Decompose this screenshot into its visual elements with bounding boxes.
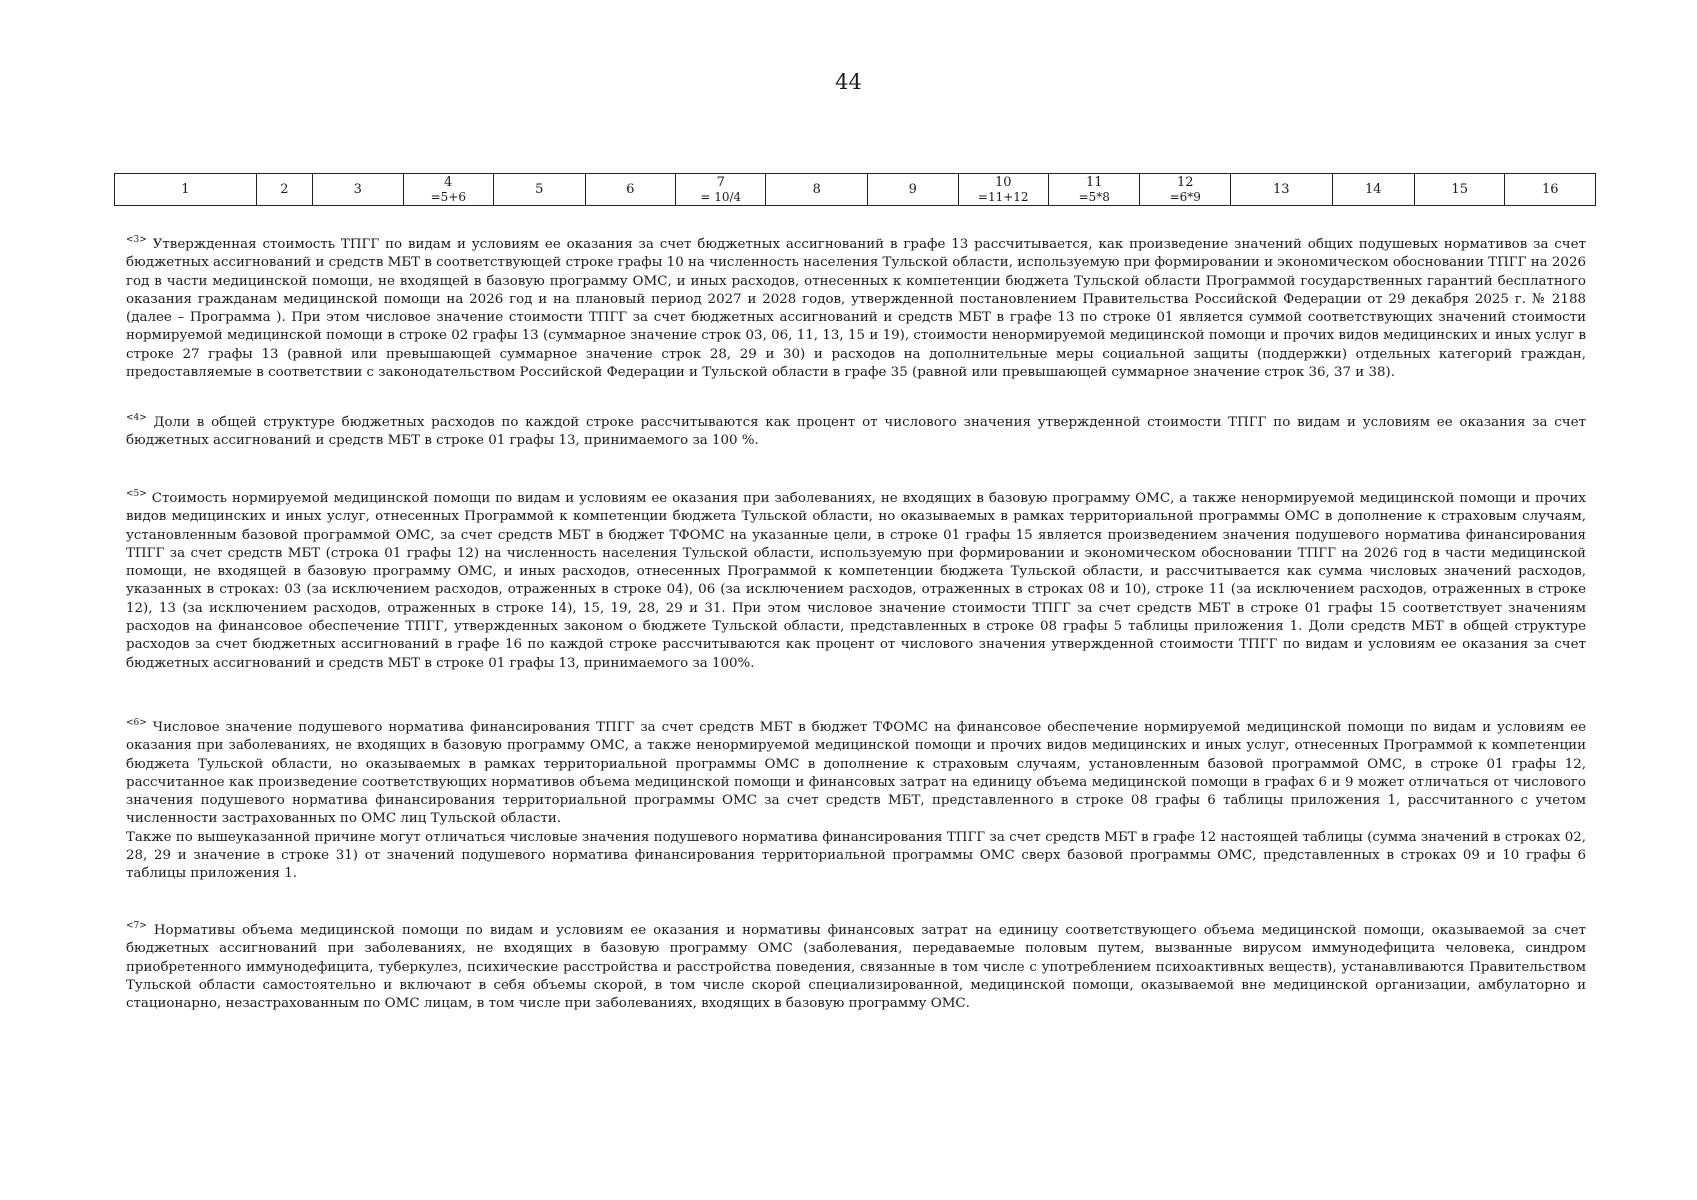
column-number: 11 bbox=[1085, 174, 1103, 190]
column-number: 14 bbox=[1364, 182, 1382, 197]
column-cell bbox=[868, 174, 958, 206]
column-cell bbox=[313, 174, 403, 206]
footnote-text: Доли в общей структуре бюджетных расходов по каждой строке рассчитываются как процент от числового значения утвержденной стоимости ТПГГ по видам и условиям ее оказания за счет бюджетных ассигнований и средств МБТ в строке 01 графы 13, принимаемого за 100 %. bbox=[126, 415, 1586, 449]
column-number: 7 bbox=[716, 174, 725, 190]
column-formula: =5*8 bbox=[1078, 189, 1110, 204]
footnote-paragraph bbox=[126, 719, 1586, 829]
footnotes bbox=[126, 236, 1586, 1013]
column-cell bbox=[585, 174, 675, 206]
column-formula: =6*9 bbox=[1169, 189, 1201, 204]
footnote-text: Стоимость нормируемой медицинской помощи по видам и условиям ее оказания при заболеваниях, не входящих в базовую программу ОМС, а также ненормируемой медицинской помощи и прочих видов медицинских и иных услуг, отнесенных Программой к компетенции бюджета Тульской области, но оказываемых в рамках территориальной программы ОМС в дополнение к страховым случаям, установленным базовой программой ОМС, за счет средств МБТ в бюджет ТФОМС на указанные цели, в строке 01 графы 15 является произведением значения подушевого норматива финансирования ТПГГ за счет средств МБТ (строка 01 графы 12) на численность населения Тульской области, используемую при формировании и экономическом обосновании ТПГГ на 2026 год в части медицинской помощи, не входящей в базовую программу ОМС, и иных расходов, отнесенных Программой к компетенции бюджета Тульской области, и рассчитывается как сумма числовых значений расходов, указанных в строках: 03 (за исключением расходов, отраженных в строке 04), 06 (за исключением расходов, отраженных в строках 08 и 10), строке 11 (за исключением расходов, отраженных в строке 12), 13 (за исключением расходов, отраженных в строке 14), 15, 19, 28, 29 и 31. При этом числовое значение стоимости ТПГГ за счет средств МБТ в строке 01 графы 15 соответствует значениям расходов на финансовое обеспечение ТПГГ, утвержденных законом о бюджете Тульской области, представленных в строке 08 графы 5 таблицы приложения 1. Доли средств МБТ в общей структуре расходов за счет бюджетных ассигнований в графе 16 по каждой строке рассчитываются как процент от числового значения утвержденной стоимости ТПГГ по видам и условиям ее оказания за счет бюджетных ассигнований и средств МБТ в строке 01 графы 13, принимаемого за 100%. bbox=[126, 491, 1586, 671]
column-number-table bbox=[114, 173, 1596, 206]
footnote-marker: <6> bbox=[126, 718, 147, 728]
column-number: 15 bbox=[1451, 182, 1468, 197]
column-cell bbox=[958, 174, 1048, 206]
column-number: 8 bbox=[812, 182, 821, 197]
footnote-7 bbox=[126, 922, 1586, 1013]
column-number-row bbox=[115, 174, 1596, 206]
footnote-text: Также по вышеуказанной причине могут отличаться числовые значения подушевого норматива финансирования ТПГГ за счет средств МБТ в графе 12 настоящей таблицы (сумма значений в строках 02, 28, 29 и значение в строке 31) от значений подушевого норматива финансирования территориальной программы ОМС сверх базовой программы ОМС, представленных в строках 09 и 10 графы 6 таблицы приложения 1. bbox=[126, 829, 1586, 882]
column-cell bbox=[256, 174, 312, 206]
footnote-paragraph bbox=[126, 414, 1586, 451]
footnote-paragraph bbox=[126, 829, 1586, 884]
footnote-marker: <5> bbox=[126, 489, 147, 499]
footnote-paragraph bbox=[126, 236, 1586, 382]
footnote-text: Утвержденная стоимость ТПГГ по видам и условиям ее оказания за счет бюджетных ассигнований в графе 13 рассчитывается, как произведение значений общих подушевых нормативов за счет бюджетных ассигнований и средств МБТ в соответствующей строке графы 10 на численность населения Тульской области, используемую при формировании и экономическом обосновании ТПГГ на 2026 год в части медицинской помощи, не входящей в базовую программу ОМС, и иных расходов, отнесенных к компетенции бюджета Тульской области Программой государственных гарантий бесплатного оказания гражданам медицинской помощи на 2026 год и на плановый период 2027 и 2028 годов, утвержденной постановлением Правительства Российской Федерации от 29 декабря 2025 г. № 2188 (далее – Программа ). При этом числовое значение стоимости ТПГГ за счет бюджетных ассигнований и средств МБТ в графе 13 по строке 01 является суммой соответствующих значений стоимости нормируемой медицинской помощи в строке 02 графы 13 (суммарное значение строк 03, 06, 11, 13, 15 и 19), стоимости ненормируемой медицинской помощи и прочих видов медицинских и иных услуг в строке 27 графы 13 (равной или превышающей суммарное значение строк 28, 29 и 30) и расходов на дополнительные меры социальной защиты (поддержки) отдельных категорий граждан, предоставляемые в соответствии с законодательством Российской Федерации и Тульской области в графе 35 (равной или превышающей суммарное значение строк 36, 37 и 38). bbox=[126, 237, 1586, 381]
footnote-paragraph bbox=[126, 490, 1586, 673]
column-cell bbox=[1414, 174, 1504, 206]
footnote-text: Нормативы объема медицинской помощи по видам и условиям ее оказания и нормативы финансовых затрат на единицу соответствующего объема медицинской помощи, оказываемой за счет бюджетных ассигнований при заболеваниях, не входящих в базовую программу ОМС (заболевания, передаваемые половым путем, вызванные вирусом иммунодефицита человека, синдром приобретенного иммунодефицита, туберкулез, психические расстройства и расстройства поведения, связанные в том числе с употреблением психоактивных веществ), устанавливаются Правительством Тульской области самостоятельно и включают в себя объемы скорой, в том числе скорой специализированной, медицинской помощи, оказываемой вне медицинской организации, амбулаторно и стационарно, незастрахованным по ОМС лицам, в том числе при заболеваниях, входящих в базовую программу ОМС. bbox=[126, 923, 1586, 1012]
column-number: 6 bbox=[626, 182, 635, 197]
column-cell bbox=[1505, 174, 1596, 206]
column-number: 1 bbox=[181, 182, 190, 197]
column-number: 10 bbox=[994, 174, 1012, 190]
footnote-marker: <7> bbox=[126, 921, 147, 931]
footnote-6 bbox=[126, 719, 1586, 922]
column-cell bbox=[403, 174, 493, 206]
column-number: 5 bbox=[535, 182, 544, 197]
page-number: 44 bbox=[835, 70, 862, 94]
column-number: 2 bbox=[280, 182, 289, 197]
footnote-3 bbox=[126, 236, 1586, 414]
column-cell bbox=[115, 174, 257, 206]
column-number: 3 bbox=[353, 182, 362, 197]
footnote-5 bbox=[126, 490, 1586, 719]
column-cell bbox=[1230, 174, 1332, 206]
column-formula: =11+12 bbox=[977, 189, 1029, 204]
column-cell bbox=[1332, 174, 1414, 206]
column-number: 13 bbox=[1272, 182, 1290, 197]
column-formula: = 10/4 bbox=[700, 189, 742, 204]
column-number: 4 bbox=[444, 174, 453, 190]
column-number: 16 bbox=[1541, 182, 1559, 197]
footnote-text: Числовое значение подушевого норматива финансирования ТПГГ за счет средств МБТ в бюджет ТФОМС на финансовое обеспечение нормируемой медицинской помощи по видам и условиям ее оказания при заболеваниях, не входящих в базовую программу ОМС, а также ненормируемой медицинской помощи и прочих видов медицинских и иных услуг, отнесенных Программой к компетенции бюджета Тульской области, но оказываемых в рамках территориальной программы ОМС в дополнение к страховым случаям, установленным базовой программой ОМС, в строке 01 графы 12, рассчитанное как произведение соответствующих нормативов объема медицинской помощи и финансовых затрат на единицу объема медицинской помощи в графах 6 и 9 может отличаться от числового значения подушевого норматива финансирования территориальной программы ОМС за счет средств МБТ, представленного в строке 08 графы 6 таблицы приложения 1, рассчитанного с учетом численности застрахованных по ОМС лиц Тульской области. bbox=[126, 720, 1586, 827]
column-number: 9 bbox=[908, 182, 917, 197]
column-cell bbox=[676, 174, 766, 206]
footnote-paragraph bbox=[126, 922, 1586, 1013]
footnote-marker: <3> bbox=[126, 235, 147, 245]
column-formula: =5+6 bbox=[430, 189, 466, 204]
footnote-4 bbox=[126, 414, 1586, 490]
footnote-marker: <4> bbox=[126, 413, 147, 423]
column-cell bbox=[766, 174, 868, 206]
column-cell bbox=[1140, 174, 1230, 206]
column-number: 12 bbox=[1176, 174, 1194, 190]
column-cell bbox=[494, 174, 585, 206]
column-cell bbox=[1049, 174, 1140, 206]
